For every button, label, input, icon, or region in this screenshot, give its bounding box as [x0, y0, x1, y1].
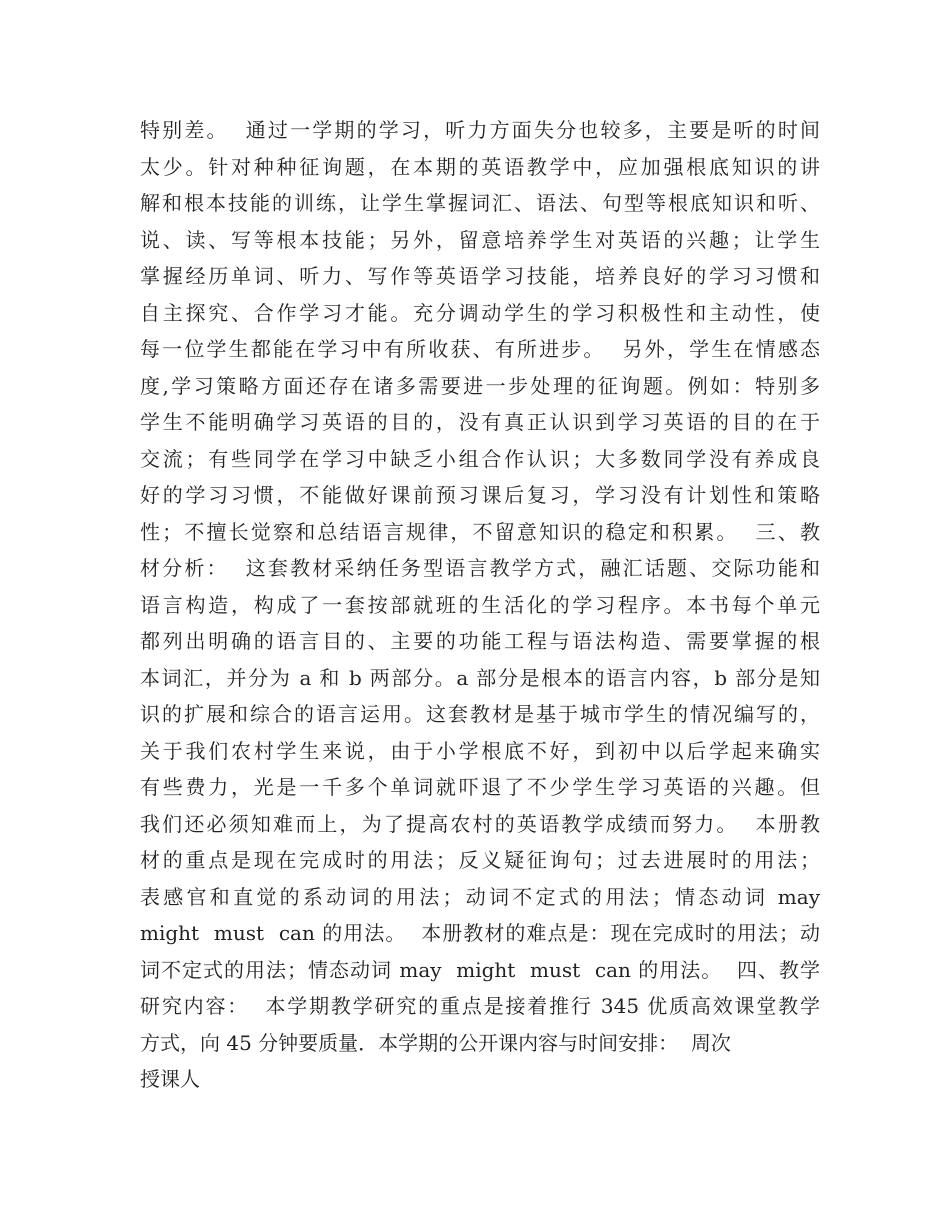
text-line: 性；不擅长觉察和总结语言规律，不留意知识的稳定和积累。 三、教	[140, 519, 820, 544]
text-line: 方式，向 45 分钟要质量．本学期的公开课内容与时间安排： 周次	[140, 1030, 731, 1055]
text-line: 说、读、写等根本技能；另外，留意培养学生对英语的兴趣；让学生	[140, 227, 820, 252]
text-line: 关于我们农村学生来说，由于小学根底不好，到初中以后学起来确实	[140, 738, 820, 763]
text-line: 都列出明确的语言目的、主要的功能工程与语法构造、需要掌握的根	[140, 629, 820, 653]
text-line: might must can 的用法。 本册教材的难点是：现在完成时的用法；动	[140, 921, 820, 945]
text-line: 有些费力，光是一千多个单词就吓退了不少学生学习英语的兴趣。但	[140, 775, 820, 799]
text-line: 度,学习策略方面还存在诸多需要进一步处理的征询题。例如：特别多	[140, 373, 820, 398]
text-line: 解和根本技能的训练，让学生掌握词汇、语法、句型等根底知识和听、	[140, 191, 820, 215]
text-line: 掌握经历单词、听力、写作等英语学习技能，培养良好的学习习惯和	[140, 264, 820, 288]
text-line: 学生不能明确学习英语的目的，没有真正认识到学习英语的目的在于	[140, 410, 820, 434]
text-line: 表感官和直觉的系动词的用法；动词不定式的用法；情态动词 may	[140, 884, 820, 909]
text-line: 识的扩展和综合的语言运用。这套教材是基于城市学生的情况编写的，	[140, 702, 820, 726]
text-line: 特别差。 通过一学期的学习，听力方面失分也较多，主要是听的时间	[140, 118, 820, 142]
body-text	[140, 112, 820, 1098]
text-line: 材分析： 这套教材采纳任务型语言教学方式，融汇话题、交际功能和	[140, 556, 820, 580]
text-line: 太少。针对种种征询题，在本期的英语教学中，应加强根底知识的讲	[140, 154, 820, 179]
text-line: 好的学习习惯，不能做好课前预习课后复习，学习没有计划性和策略	[140, 483, 820, 507]
text-line: 材的重点是现在完成时的用法；反义疑征询句；过去进展时的用法；	[140, 848, 820, 872]
text-line: 每一位学生都能在学习中有所收获、有所进步。 另外，学生在情感态	[140, 337, 820, 361]
text-line: 自主探究、合作学习才能。充分调动学生的学习积极性和主动性，使	[140, 300, 820, 325]
text-line: 本词汇，并分为 a 和 b 两部分。a 部分是根本的语言内容，b 部分是知	[140, 665, 820, 690]
text-line: 授课人	[140, 1067, 200, 1091]
text-line: 我们还必须知难而上，为了提高农村的英语教学成绩而努力。 本册教	[140, 811, 820, 836]
text-line: 词不定式的用法；情态动词 may might must can 的用法。 四、教学	[140, 957, 820, 982]
text-line: 语言构造，构成了一套按部就班的生活化的学习程序。本书每个单元	[140, 592, 820, 617]
text-line: 交流；有些同学在学习中缺乏小组合作认识；大多数同学没有养成良	[140, 446, 820, 471]
text-line: 研究内容： 本学期教学研究的重点是接着推行 345 优质高效课堂教学	[140, 994, 820, 1018]
